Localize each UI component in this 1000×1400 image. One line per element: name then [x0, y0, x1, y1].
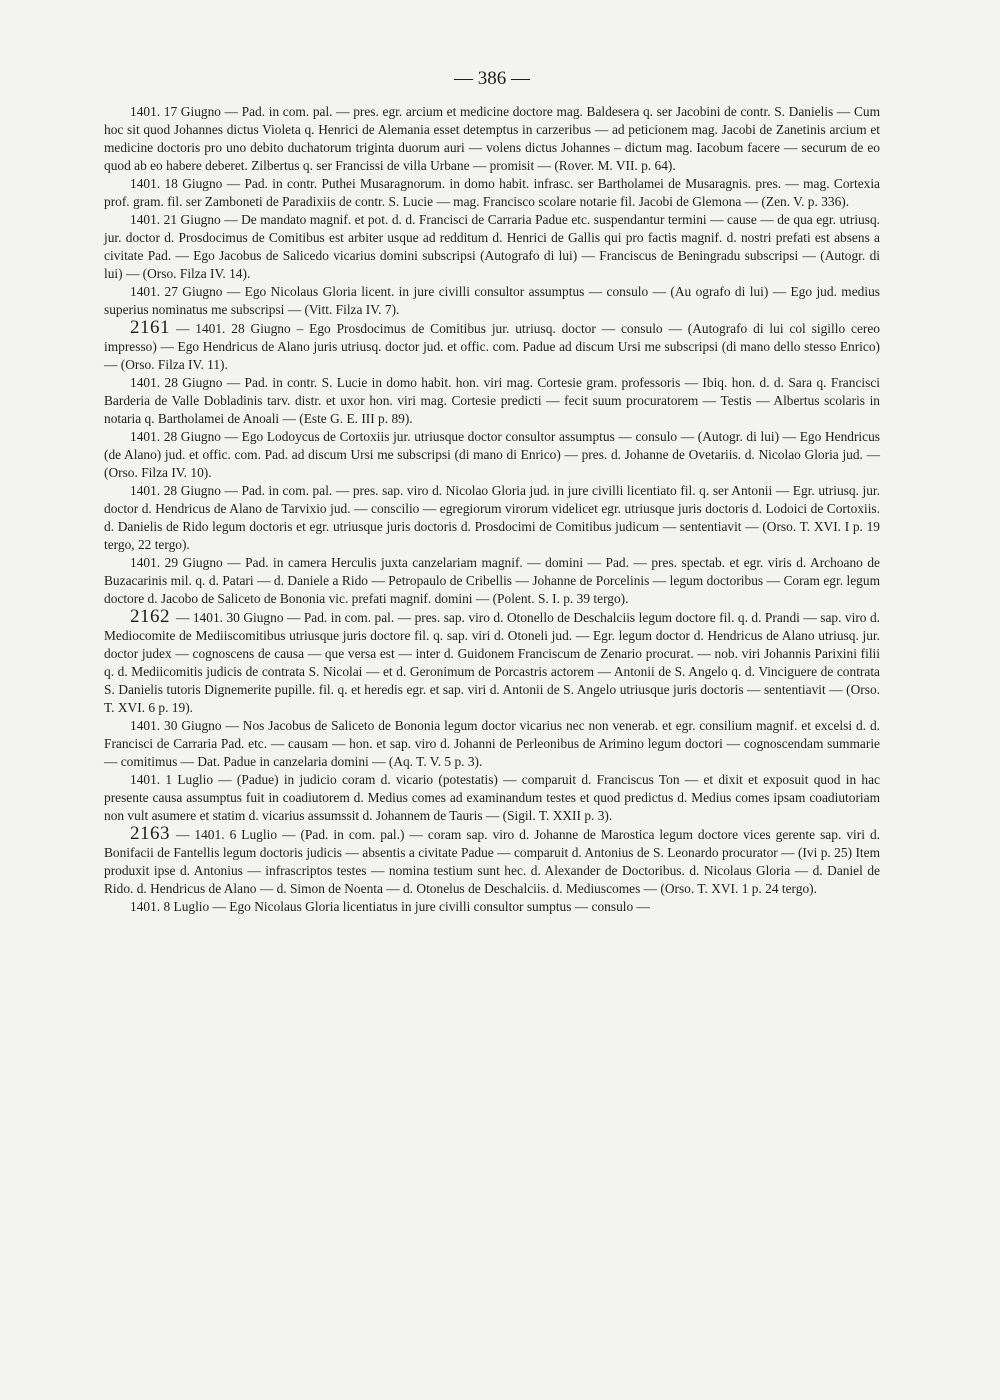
entry: [104, 374, 880, 428]
entry-text: 1401. 27 Giugno — Ego Nicolaus Gloria licent. in jure civilli consultor assumptus — consulo — (Au ografo di lui) — Ego jud. medius superius nominatus me subscripsi — (Vitt. Filza IV. 7).: [104, 284, 880, 317]
entry-text: 1401. 1 Luglio — (Padue) in judicio coram d. vicario (potestatis) — comparuit d. Franciscus Ton — et dixit et exposuit quod in hac presente causa assumptus fuit in coadiutorem d. Medius comes ad examinandum testes et quod predictus d. Medius comes ipsam coadiutoriam non vult asumere et statim d. vicarius assumssit d. Johannem de Tauris — (Sigil. T. XXII p. 3).: [104, 772, 880, 823]
entry-text: 1401. 17 Giugno — Pad. in com. pal. — pres. egr. arcium et medicine doctore mag. Baldesera q. ser Jacobini de contr. S. Danielis — Cum hoc sit quod Johannes dictus Violeta q. Henrici de Alemania esset detemptus in carzeribus — ad peticionem mag. Jacobi de Zanetinis arcium et medicine doctoris pro uno debito duchatorum triginta duorum auri — volens dictus Johannes – dictum mag. Iacobum facere — securum de eo quod ab eo habere deberet. Zilbertus q. ser Francissi de villa Urbane — promisit — (Rover. M. VII. p. 64).: [104, 104, 880, 173]
entry: [104, 103, 880, 175]
entry: [104, 428, 880, 482]
entry-text: 1401. 18 Giugno — Pad. in contr. Puthei Musaragnorum. in domo habit. infrasc. ser Bartholamei de Musaragnis. pres. — mag. Cortexia prof. gram. fil. ser Zamboneti de Paradixiis de contr. S. Lucie — mag. Francisco scolare notarie fil. Jacobi de Glemona — (Zen. V. p. 336).: [104, 176, 880, 209]
document-number: 2163: [130, 823, 170, 844]
page-number: — 386 —: [454, 68, 530, 89]
entry: [104, 898, 880, 916]
entry-text: 1401. 8 Luglio — Ego Nicolaus Gloria licentiatus in jure civilli consultor sumptus — consulo —: [130, 899, 650, 914]
entry: [104, 211, 880, 283]
entry: [104, 482, 880, 554]
entry: [104, 319, 880, 374]
entry-text: 1401. 28 Giugno — Pad. in com. pal. — pres. sap. viro d. Nicolao Gloria jud. in jure civilli licentiato fil. q. ser Antonii — Egr. utriusq. jur. doctor d. Hendricus de Alano de Tarvixio jud. — conscilio — egregiorum virorum videlicet egr. utriusque juris doctoris d. Lodoici de Cortoxiis. d. Danielis de Rido legum doctoris et egr. utriusque juris doctoris d. Prosdocimi de Comitibus judicum — sententiavit — (Orso. T. XVI. I p. 19 tergo, 22 tergo).: [104, 483, 880, 552]
entry: [104, 608, 880, 717]
entry: [104, 771, 880, 825]
entry: [104, 554, 880, 608]
entry: [104, 175, 880, 211]
entry-text: 1401. 29 Giugno — Pad. in camera Herculis juxta canzelariam magnif. — domini — Pad. — pres. spectab. et egr. viris d. Archoano de Buzacarinis mil. q. d. Patari — d. Daniele a Rido — Petropaulo de Cribellis — Johanne de Porcelinis — legum doctoribus — Coram egr. legum doctore d. Jacobo de Saliceto de Bononia vic. prefati magnif. domini — (Polent. S. I. p. 39 tergo).: [104, 555, 880, 606]
document-number: 2161: [130, 317, 170, 338]
entry-text: 1401. 30 Giugno — Nos Jacobus de Saliceto de Bononia legum doctor vicarius nec non venerab. et egr. consilium magnif. et excelsi d. d. Francisci de Carraria Pad. etc. — causam — hon. et sap. viro d. Johanni de Perleonibus de Arimino legum doctori — cognoscendam summarie — comitimus — Dat. Padue in canzelaria domini — (Aq. T. V. 5 p. 3).: [104, 718, 880, 769]
entry-text: 1401. 28 Giugno — Ego Lodoycus de Cortoxiis jur. utriusque doctor consultor assumptus — consulo — (Autogr. di lui) — Ego Hendricus (de Alano) jud. et offic. com. Pad. ad discum Ursi me subscripsi (di mano di Enrico) — pres. d. Johanne de Ovetariis. d. Nicolao Gloria jud. — (Orso. Filza IV. 10).: [104, 429, 880, 480]
entry-text: 1401. 21 Giugno — De mandato magnif. et pot. d. d. Francisci de Carraria Padue etc. suspendantur termini — cause — de qua egr. utriusq. jur. doctor d. Prosdocimus de Comitibus est arbiter usque ad redditum d. Henrici de Gallis qui pro factis magnif. d. nostri prefati est absens a civitate Pad. — Ego Jacobus de Salicedo vicarius domini subscripsi (Autografo di lui) — Franciscus de Beningradu subscripsi — (Autogr. di lui) — (Orso. Filza IV. 14).: [104, 212, 880, 281]
entry: [104, 717, 880, 771]
entries-list: [104, 103, 880, 916]
entry: [104, 825, 880, 898]
entry-text: — 1401. 28 Giugno – Ego Prosdocimus de Comitibus jur. utriusq. doctor — consulo — (Autografo di lui col sigillo cereo impresso) — Ego Hendricus de Alano juris utriusq. doctor jud. et offic. com. Padue ad discum Ursi me subscripsi (di mano dello stesso Enrico) — (Orso. Filza IV. 11).: [104, 321, 880, 372]
entry: [104, 283, 880, 319]
entry-text: 1401. 28 Giugno — Pad. in contr. S. Lucie in domo habit. hon. viri mag. Cortesie gram. professoris — Ibiq. hon. d. d. Sara q. Francisci Barderia de Valle Dobladinis tarv. distr. et uxor hon. viri mag. Cortesie predicti — fecit suum procuratorem — Testis — Albertus scolaris in notaria q. Bartholamei de Anoali — (Este G. E. III p. 89).: [104, 375, 880, 426]
entry-text: — 1401. 30 Giugno — Pad. in com. pal. — pres. sap. viro d. Otonello de Deschalciis legum doctore fil. q. d. Prandi — sap. viro d. Mediocomite de Mediiscomitibus utriusque juris doctore fil. q. sap. viri d. Otoneli jud. — Egr. legum doctor d. Hendricus de Alano utriusq. jur. doctor judex — cognoscens de causa — que versa est — inter d. Guidonem Franciscum de Zenario procurat. — nob. viri Johannis Parixini filii q. d. Mediicomitis judicis de contrata S. Nicolai — et d. Geronimum de Porcastris actorem — Antonii de S. Angelo q. d. Vinciguere de contrata S. Danielis tutoris Dignemerite pupille. fil. q. et heredis egr. et sap. viri d. Antonii de S. Angelo utriusque juris doctoris — sententiavit — (Orso. T. XVI. 6 p. 19).: [104, 610, 880, 715]
entry-text: — 1401. 6 Luglio — (Pad. in com. pal.) — coram sap. viro d. Johanne de Marostica legum doctore vices gerente sap. viri d. Bonifacii de Fantellis legum doctoris judicis — absentis a civitate Padue — comparuit d. Antonius de S. Leonardo procurator — (Ivi p. 25) Item produxit ipse d. Antonius — infrascriptos testes — nomina testium sunt hec. d. Alexander de Doctoribus. d. Nicolaus Gloria — d. Daniel de Rido. d. Hendricus de Alano — d. Simon de Noenta — d. Otonelus de Deschalciis. d. Mediuscomes — (Orso. T. XVI. 1 p. 24 tergo).: [104, 827, 880, 896]
document-number: 2162: [130, 606, 170, 627]
